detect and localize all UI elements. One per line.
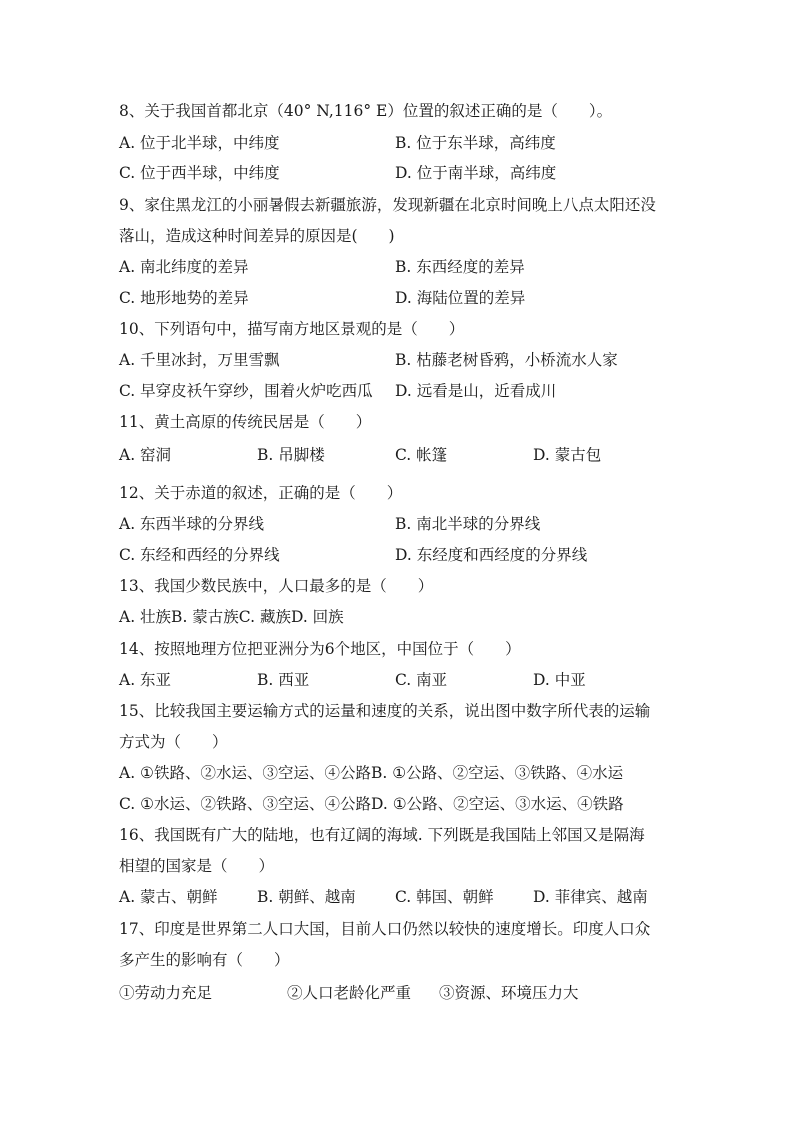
q11-option-d: D. 蒙古包 [533,446,602,464]
q16-option-c: C. 韩国、朝鲜 [395,888,494,906]
q16-option-b: B. 朝鲜、越南 [257,888,356,906]
q10-options-row2 [119,380,719,402]
q10-option-d: D. 远看是山，近看成川 [395,382,557,400]
q8-options-row1 [119,132,719,154]
q9-options-row2 [119,287,719,309]
q17-statement-2: ②人口老龄化严重 [287,984,412,1002]
q14-options [119,669,719,691]
q9-option-b: B. 东西经度的差异 [395,258,525,276]
q9-stem-line1: 9、家住黑龙江的小丽暑假去新疆旅游，发现新疆在北京时间晚上八点太阳还没 [119,196,656,214]
q17-stem-line1: 17、印度是世界第二人口大国，目前人口仍然以较快的速度增长。印度人口众 [119,920,651,938]
q12-stem: 12、关于赤道的叙述，正确的是（ ） [119,484,403,502]
q16-stem-line1: 16、我国既有广大的陆地，也有辽阔的海域. 下列既是我国陆上邻国又是隔海 [119,826,645,844]
q16-option-a: A. 蒙古、朝鲜 [119,888,218,906]
q12-option-a: A. 东西半球的分界线 [119,515,265,533]
q8-stem: 8、关于我国首都北京（40° N,116° E）位置的叙述正确的是（ ）。 [119,102,613,120]
q14-option-d: D. 中亚 [533,671,586,689]
q10-option-a: A. 千里冰封，万里雪飘 [119,351,280,369]
q10-option-b: B. 枯藤老树昏鸦，小桥流水人家 [395,351,618,369]
q17-statements [119,982,719,1004]
q16-option-d: D. 菲律宾、越南 [533,888,648,906]
q13-options: A. 壮族B. 蒙古族C. 藏族D. 回族 [119,608,344,626]
q11-option-c: C. 帐篷 [395,446,448,464]
q16-stem-line2: 相望的国家是（ ） [119,857,275,875]
q11-stem: 11、黄土高原的传统民居是（ ） [119,413,372,431]
q10-options-row1 [119,349,719,371]
q9-option-a: A. 南北纬度的差异 [119,258,249,276]
q8-option-d: D. 位于南半球，高纬度 [395,164,557,182]
q8-option-b: B. 位于东半球，高纬度 [395,134,556,152]
q11-option-b: B. 吊脚楼 [257,446,325,464]
q15-options-cd: C. ①水运、②铁路、③空运、④公路D. ①公路、②空运、③水运、④铁路 [119,795,624,813]
q15-stem-line1: 15、比较我国主要运输方式的运量和速度的关系，说出图中数字所代表的运输 [119,702,651,720]
q12-options-row1 [119,513,719,535]
q8-option-c: C. 位于西半球，中纬度 [119,164,280,182]
q16-options [119,886,719,908]
q13-stem: 13、我国少数民族中，人口最多的是（ ） [119,577,434,595]
q14-stem: 14、按照地理方位把亚洲分为6个地区，中国位于（ ） [119,640,521,658]
q14-option-b: B. 西亚 [257,671,310,689]
q12-option-d: D. 东经度和西经度的分界线 [395,546,588,564]
q17-statement-1: ①劳动力充足 [119,984,213,1002]
q15-options-ab: A. ①铁路、②水运、③空运、④公路B. ①公路、②空运、③铁路、④水运 [119,764,624,782]
q14-option-c: C. 南亚 [395,671,448,689]
q8-option-a: A. 位于北半球，中纬度 [119,134,280,152]
q17-stem-line2: 多产生的影响有（ ） [119,951,290,969]
q11-options [119,444,719,466]
q12-option-b: B. 南北半球的分界线 [395,515,541,533]
q9-option-c: C. 地形地势的差异 [119,289,249,307]
q11-option-a: A. 窑洞 [119,446,172,464]
q9-option-d: D. 海陆位置的差异 [395,289,526,307]
q9-options-row1 [119,256,719,278]
q10-stem: 10、下列语句中，描写南方地区景观的是（ ） [119,320,465,338]
q14-option-a: A. 东亚 [119,671,172,689]
q8-options-row2 [119,162,719,184]
q17-statement-3: ③资源、环境压力大 [439,984,579,1002]
q12-options-row2 [119,544,719,566]
q9-stem-line2: 落山，造成这种时间差异的原因是( ) [119,227,395,245]
q12-option-c: C. 东经和西经的分界线 [119,546,280,564]
q15-stem-line2: 方式为（ ） [119,733,228,751]
q10-option-c: C. 早穿皮袄午穿纱，围着火炉吃西瓜 [119,382,373,400]
